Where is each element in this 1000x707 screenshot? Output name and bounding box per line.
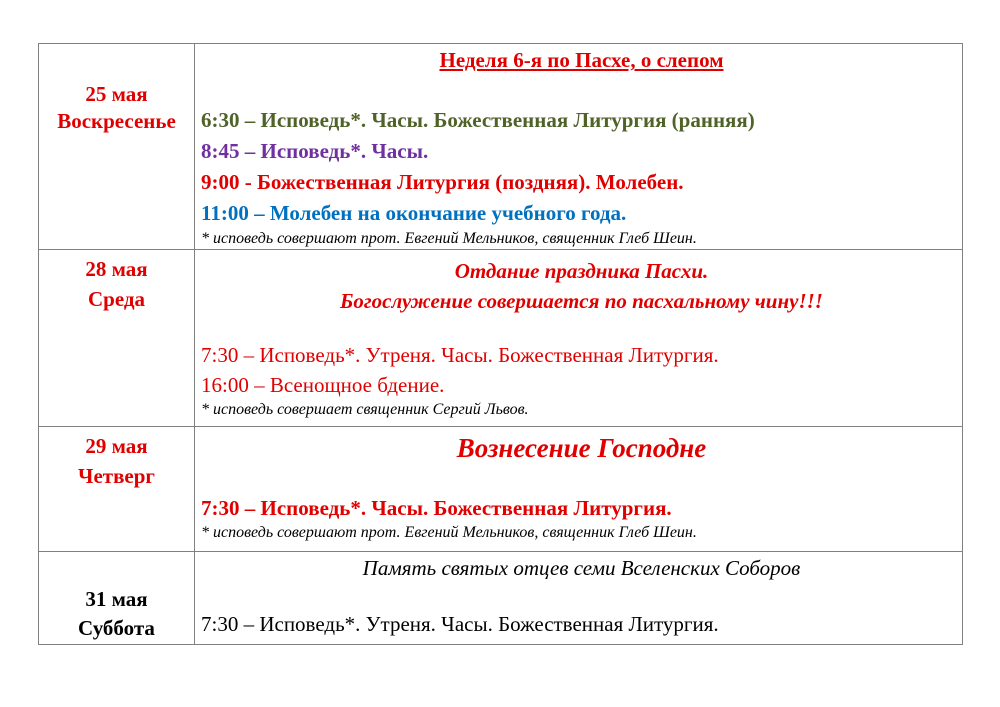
schedule-row-29-may: [39, 427, 963, 552]
date-label: 25 мая: [85, 82, 148, 106]
confession-note: * исповедь совершают прот. Евгений Мельников, священник Глеб Шеин.: [201, 230, 697, 247]
service-cell: [195, 552, 963, 645]
date-label: 29 мая: [85, 434, 148, 458]
weekday-label: Воскресенье: [57, 109, 176, 133]
date-label: 28 мая: [85, 257, 148, 281]
service-line: 9:00 - Божественная Литургия (поздняя). Молебен.: [201, 170, 684, 194]
service-line: 7:30 – Исповедь*. Утреня. Часы. Божественная Литургия.: [201, 343, 719, 367]
day-subtitle: Богослужение совершается по пасхальному чину!!!: [340, 289, 823, 313]
service-line: 7:30 – Исповедь*. Утреня. Часы. Божественная Литургия.: [201, 612, 719, 636]
confession-note: * исповедь совершают прот. Евгений Мельников, священник Глеб Шеин.: [201, 524, 697, 541]
day-title: Отдание праздника Пасхи.: [454, 259, 709, 283]
date-cell: [39, 250, 195, 427]
service-line: 6:30 – Исповедь*. Часы. Божественная Литургия (ранняя): [201, 108, 755, 132]
date-label: 31 мая: [85, 587, 148, 611]
service-line: 11:00 – Молебен на окончание учебного года.: [201, 201, 627, 225]
service-line: 7:30 – Исповедь*. Часы. Божественная Литургия.: [201, 496, 672, 520]
schedule-row-31-may: [39, 552, 963, 645]
day-title: Неделя 6-я по Пасхе, о слепом: [439, 48, 724, 72]
date-cell: [39, 427, 195, 552]
service-cell: [195, 250, 963, 427]
confession-note: * исповедь совершает священник Сергий Львов.: [201, 401, 529, 418]
schedule-table: [38, 43, 963, 645]
service-cell: [195, 44, 963, 250]
date-cell: [39, 44, 195, 250]
weekday-label: Суббота: [78, 616, 155, 640]
service-cell: [195, 427, 963, 552]
weekday-label: Среда: [87, 287, 145, 311]
day-title: Вознесение Господне: [456, 433, 707, 463]
service-line: 16:00 – Всенощное бдение.: [201, 373, 445, 397]
schedule-row-28-may: [39, 250, 963, 427]
date-cell: [39, 552, 195, 645]
weekday-label: Четверг: [78, 464, 155, 488]
schedule-row-25-may: [39, 44, 963, 250]
day-title: Память святых отцев семи Вселенских Соборов: [362, 556, 801, 580]
service-line: 8:45 – Исповедь*. Часы.: [201, 139, 429, 163]
